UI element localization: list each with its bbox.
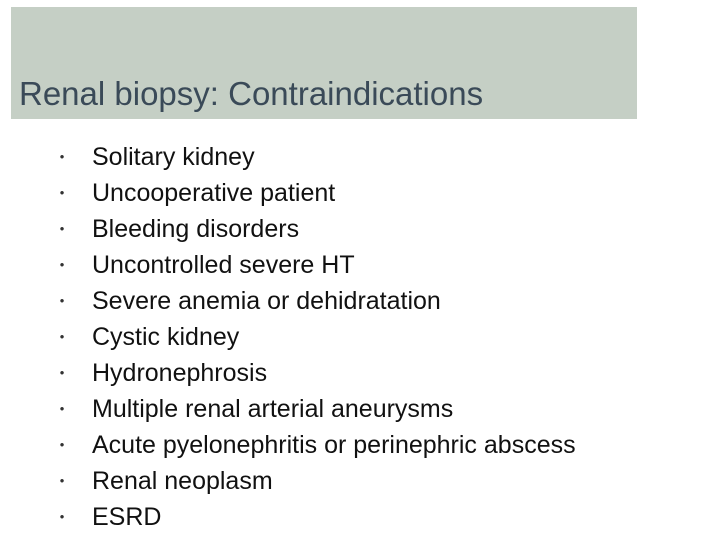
list-item-text: Bleeding disorders — [92, 215, 300, 243]
list-item-text: Multiple renal arterial aneurysms — [92, 395, 454, 423]
bullet-icon: • — [59, 329, 65, 344]
slide-title: Renal biopsy: Contraindications — [19, 75, 484, 112]
bullet-icon: • — [59, 185, 65, 200]
list-item-text: Acute pyelonephritis or perinephric abscess — [92, 431, 576, 459]
bullet-icon: • — [59, 365, 65, 380]
list-item-text: Cystic kidney — [92, 323, 240, 351]
list-item-text: Renal neoplasm — [92, 467, 273, 495]
bullet-icon: • — [59, 257, 65, 272]
title-bar — [11, 7, 637, 119]
bullet-icon: • — [59, 293, 65, 308]
bullet-icon: • — [59, 401, 65, 416]
list-item-text: Severe anemia or dehidratation — [92, 287, 441, 315]
list-item-text: Uncontrolled severe HT — [92, 251, 355, 279]
bullet-icon: • — [59, 437, 65, 452]
bullet-icon: • — [59, 221, 65, 236]
list-item-text: Solitary kidney — [92, 143, 255, 171]
bullet-icon: • — [59, 473, 65, 488]
bullet-icon: • — [59, 509, 65, 524]
list-item-text: ESRD — [92, 503, 162, 531]
list-item-text: Uncooperative patient — [92, 179, 336, 207]
list-item-text: Hydronephrosis — [92, 359, 268, 387]
bullet-icon: • — [59, 149, 65, 164]
